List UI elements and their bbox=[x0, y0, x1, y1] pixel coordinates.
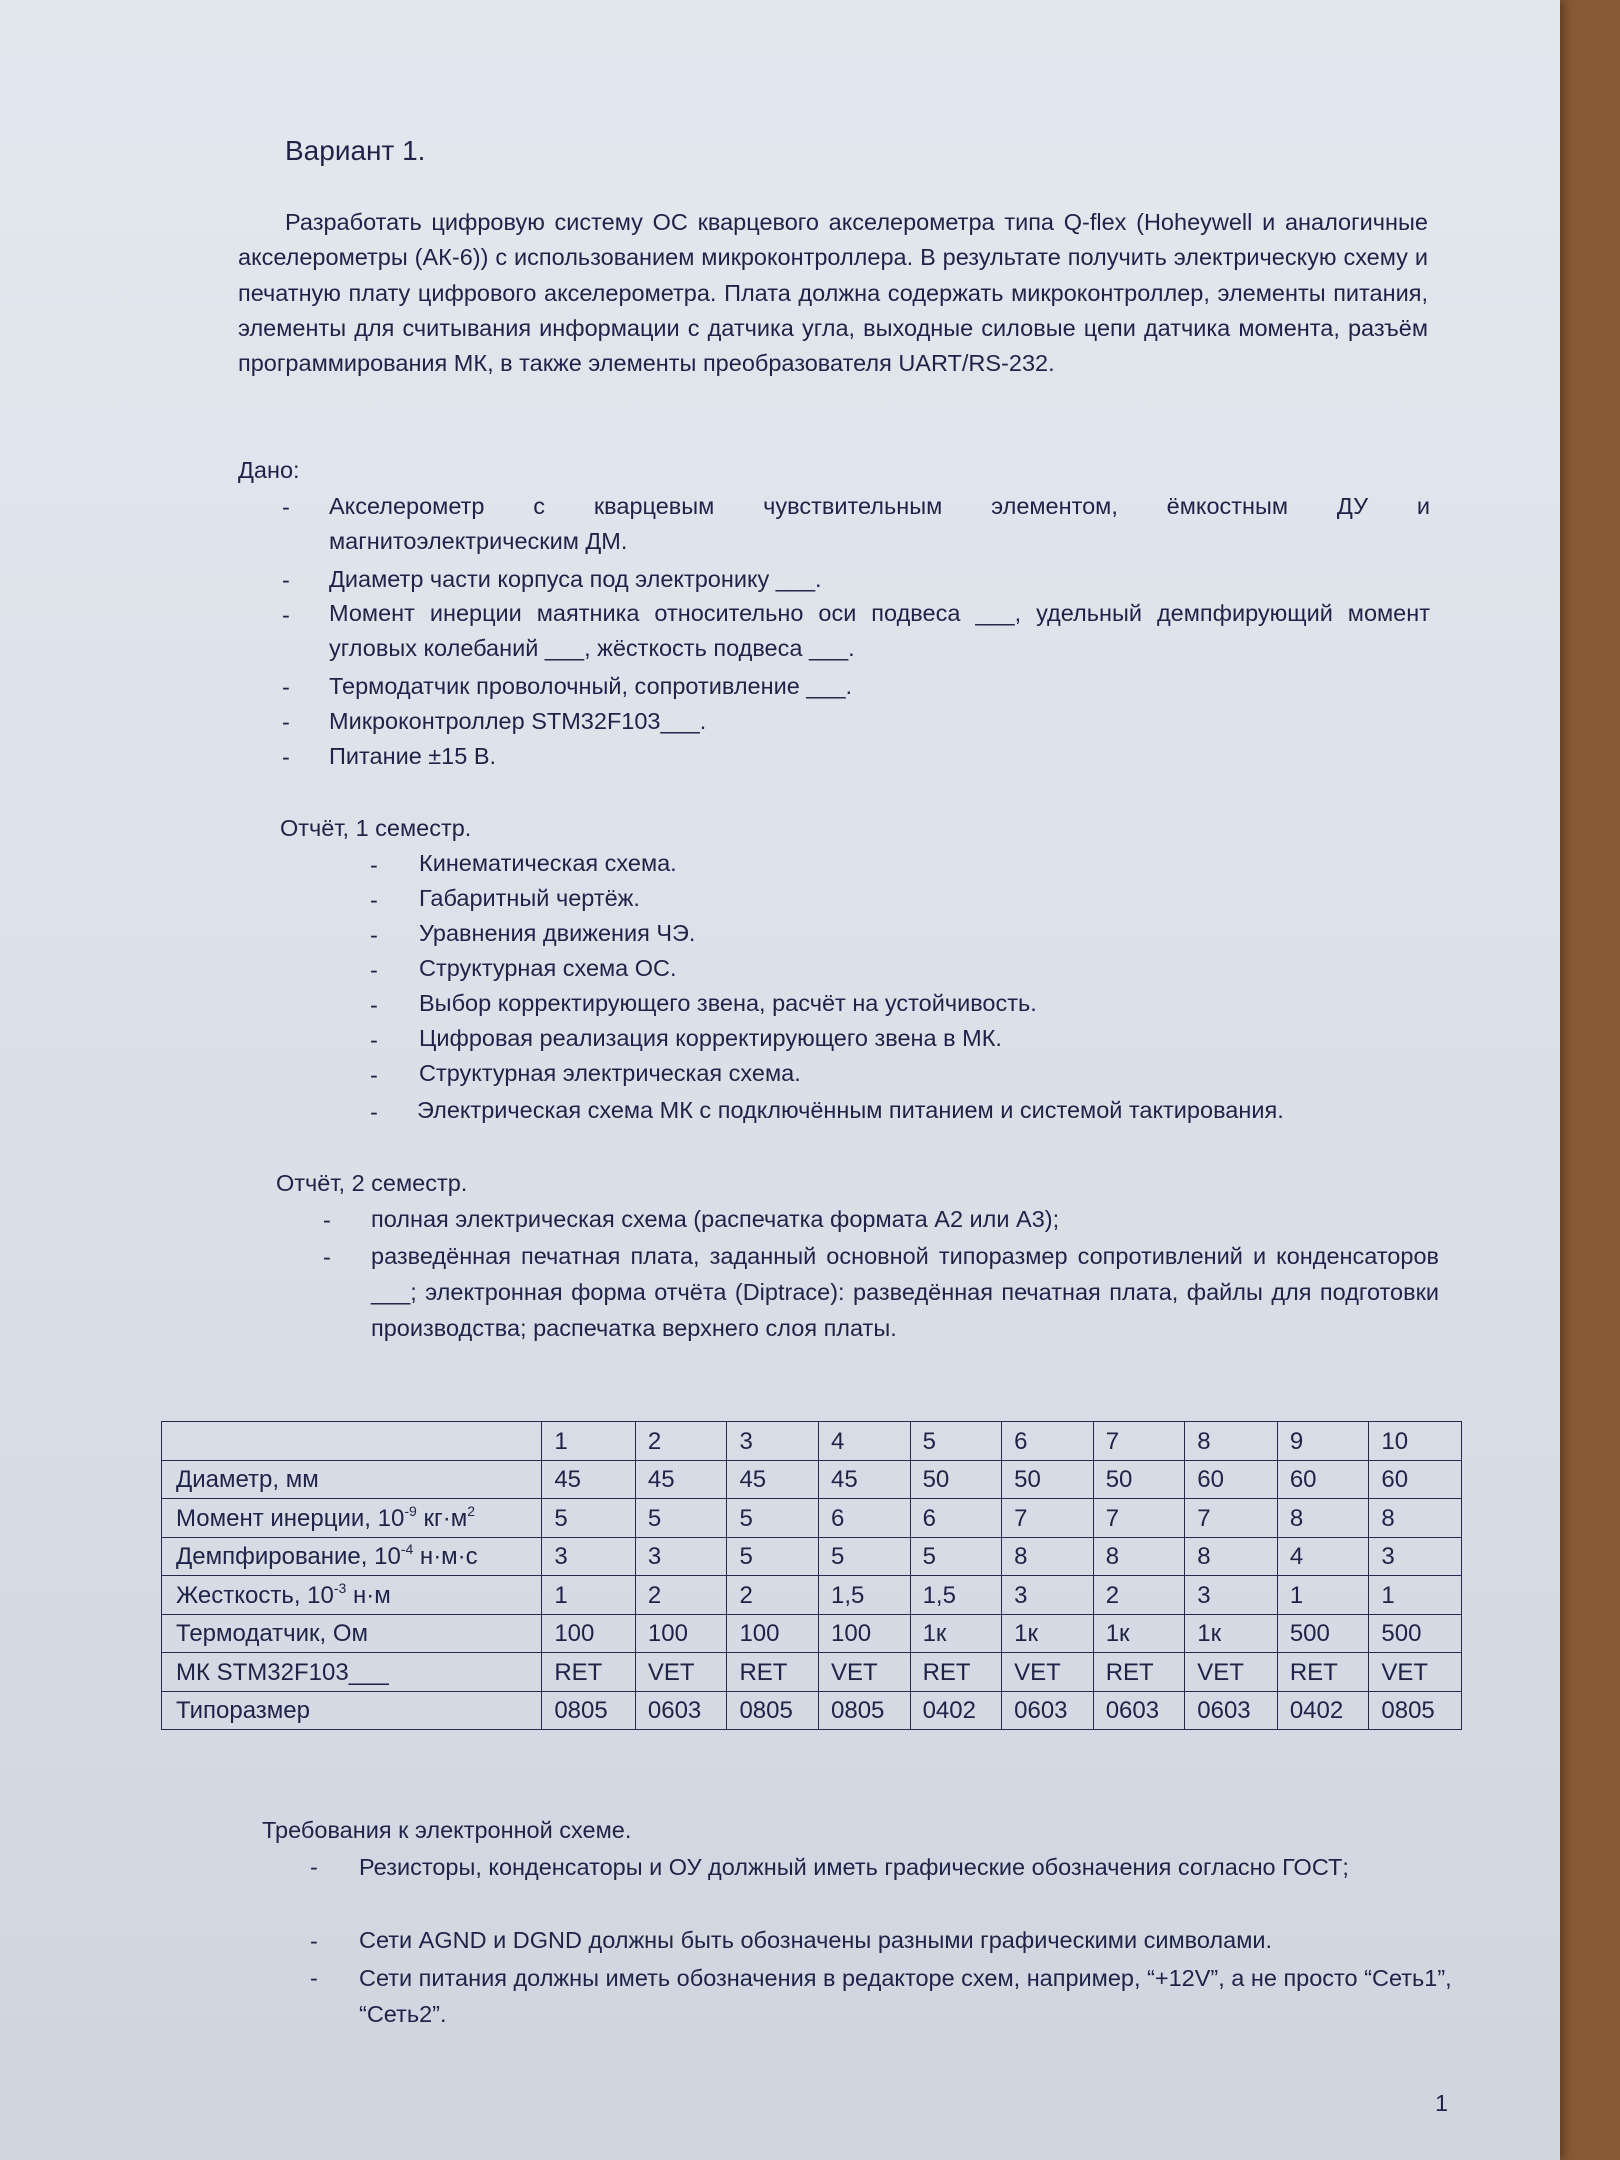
report1-item-6: Цифровая реализация корректирующего звена в МК. bbox=[419, 1025, 1002, 1051]
row-label-exponent: -4 bbox=[400, 1541, 414, 1557]
table-cell: 0805 bbox=[1369, 1691, 1462, 1730]
table-cell: RET bbox=[727, 1653, 819, 1692]
column-header: 4 bbox=[819, 1422, 911, 1461]
bullet-dash: - bbox=[282, 494, 290, 520]
bullet-dash: - bbox=[310, 1928, 318, 1954]
report1-item-4: Структурная схема ОС. bbox=[419, 955, 677, 981]
table-cell: 60 bbox=[1277, 1460, 1369, 1499]
given-item-3: Момент инерции маятника относительно оси подвеса ___, удельный демпфирующий момент угловых колебаний ___, жёсткость подвеса ___. bbox=[329, 600, 1430, 661]
table-cell: 4 bbox=[1277, 1537, 1369, 1576]
page-number: 1 bbox=[1435, 2090, 1449, 2116]
row-label-unit: н·м bbox=[346, 1581, 391, 1609]
row-label-text: Момент инерции, 10 bbox=[176, 1504, 405, 1532]
row-label-exponent: 2 bbox=[467, 1502, 475, 1519]
given-item-4: Термодатчик проволочный, сопротивление ___. bbox=[329, 673, 853, 699]
table-cell: 5 bbox=[727, 1537, 819, 1576]
bullet-dash: - bbox=[282, 602, 290, 628]
table-header-row bbox=[162, 1422, 1462, 1461]
table-cell: 8 bbox=[1093, 1537, 1185, 1576]
table-cell: 0805 bbox=[819, 1691, 911, 1730]
table-cell: 100 bbox=[542, 1614, 636, 1653]
intro-paragraph: Разработать цифровую систему ОС кварцевого акселерометра типа Q-flex (Hoheywell и аналогичные акселерометры (АК-6)) с использованием микроконтроллера. В результате получить электрическую схему и печатную плату цифрового акселерометра. Плата должна содержать микроконтроллер, элементы питания, элементы для считывания информации с датчика угла, выходные силовые цепи датчика момента, разъём программирования МК, в также элементы преобразователя UART/RS-232. bbox=[238, 209, 1428, 377]
table-cell: 6 bbox=[819, 1499, 911, 1538]
requirements-heading: Требования к электронной схеме. bbox=[262, 1817, 632, 1843]
bullet-dash: - bbox=[370, 1027, 378, 1053]
table-cell: RET bbox=[1093, 1653, 1185, 1692]
row-label-text: Жесткость, 10 bbox=[176, 1581, 334, 1609]
report1-item-8: Электрическая схема МК с подключённым питанием и системой тактирования. bbox=[417, 1097, 1284, 1123]
row-label bbox=[162, 1537, 542, 1576]
table-cell: 5 bbox=[635, 1499, 727, 1538]
report2-heading: Отчёт, 2 семестр. bbox=[276, 1170, 468, 1196]
table-cell: 1 bbox=[1277, 1576, 1369, 1615]
column-header: 1 bbox=[542, 1422, 636, 1461]
table-cell: 3 bbox=[1185, 1576, 1278, 1615]
table-cell: 500 bbox=[1369, 1614, 1462, 1653]
table-cell: 100 bbox=[819, 1614, 911, 1653]
table-cell: 45 bbox=[819, 1460, 911, 1499]
row-label: Термодатчик, Ом bbox=[162, 1614, 542, 1653]
table-cell: RET bbox=[1277, 1653, 1369, 1692]
table-row bbox=[162, 1576, 1462, 1615]
table-cell: 500 bbox=[1277, 1614, 1369, 1653]
document-title: Вариант 1. bbox=[285, 135, 426, 166]
table-cell: 1 bbox=[1369, 1576, 1462, 1615]
table-cell: 45 bbox=[727, 1460, 819, 1499]
table-cell: 7 bbox=[1185, 1499, 1278, 1538]
row-label-exponent: -3 bbox=[333, 1579, 347, 1596]
table-cell: 5 bbox=[910, 1537, 1002, 1576]
given-item-2: Диаметр части корпуса под электронику ___. bbox=[329, 566, 822, 592]
bullet-dash: - bbox=[282, 709, 290, 735]
column-header: 3 bbox=[727, 1422, 819, 1461]
given-item-6: Питание ±15 В. bbox=[329, 743, 497, 769]
table-cell: 8 bbox=[1185, 1537, 1278, 1576]
table-cell: 1к bbox=[1002, 1614, 1094, 1653]
row-label-unit: кг·м bbox=[416, 1504, 468, 1532]
table-cell: 2 bbox=[727, 1576, 819, 1615]
table-cell: 7 bbox=[1093, 1499, 1185, 1538]
table-cell: 2 bbox=[635, 1576, 727, 1615]
table-corner-cell bbox=[162, 1422, 542, 1461]
bullet-dash: - bbox=[370, 992, 378, 1018]
report1-item-1: Кинематическая схема. bbox=[419, 850, 677, 876]
table-cell: RET bbox=[542, 1653, 636, 1692]
table-cell: 0805 bbox=[542, 1691, 636, 1730]
bullet-dash: - bbox=[370, 852, 378, 878]
bullet-dash: - bbox=[370, 887, 378, 913]
report2-item-1: полная электрическая схема (распечатка формата А2 или А3); bbox=[371, 1206, 1060, 1232]
table-cell: 45 bbox=[635, 1460, 727, 1499]
table-cell: RET bbox=[910, 1653, 1002, 1692]
report1-item-3: Уравнения движения ЧЭ. bbox=[419, 920, 696, 946]
column-header: 7 bbox=[1093, 1422, 1185, 1461]
table-cell: VET bbox=[819, 1653, 911, 1692]
row-label bbox=[162, 1576, 542, 1615]
table-cell: 0603 bbox=[1185, 1691, 1278, 1730]
row-label bbox=[162, 1499, 542, 1538]
table-cell: 50 bbox=[1002, 1460, 1094, 1499]
bullet-dash: - bbox=[323, 1244, 331, 1270]
table-row bbox=[162, 1614, 1462, 1653]
table-row bbox=[162, 1537, 1462, 1576]
row-label-exponent: -9 bbox=[404, 1502, 417, 1519]
table-row bbox=[162, 1653, 1462, 1692]
table-cell: 5 bbox=[819, 1537, 911, 1576]
row-label-unit: н·м·с bbox=[413, 1543, 478, 1570]
report1-heading: Отчёт, 1 семестр. bbox=[280, 815, 472, 841]
table-cell: 1,5 bbox=[819, 1576, 911, 1615]
bullet-dash: - bbox=[310, 1854, 318, 1880]
table-cell: 50 bbox=[910, 1460, 1002, 1499]
table-cell: 1к bbox=[910, 1614, 1002, 1653]
given-item-1: Акселерометр с кварцевым чувствительным элементом, ёмкостным ДУ и bbox=[329, 493, 1430, 519]
table-cell: 2 bbox=[1093, 1576, 1185, 1615]
table-cell: 1,5 bbox=[910, 1576, 1002, 1615]
table-cell: 6 bbox=[910, 1499, 1002, 1538]
bullet-dash: - bbox=[282, 744, 290, 770]
table-cell: VET bbox=[1002, 1653, 1094, 1692]
bullet-dash: - bbox=[370, 1062, 378, 1088]
bullet-dash: - bbox=[370, 1099, 378, 1125]
report2-item-2: разведённая печатная плата, заданный основной типоразмер сопротивлений и конденсаторов ___; электронная форма отчёта (Diptrace): разведённая печатная плата, файлы для подготовки производства; распечатка верхнего слоя платы. bbox=[371, 1243, 1439, 1341]
table-cell: 100 bbox=[727, 1614, 819, 1653]
given-item-1-line2: магнитоэлектрическим ДМ. bbox=[329, 528, 628, 554]
bullet-dash: - bbox=[282, 567, 290, 593]
row-label: Типоразмер bbox=[162, 1691, 542, 1730]
requirements-item-2: Сети AGND и DGND должны быть обозначены разными графическими символами. bbox=[359, 1927, 1273, 1953]
column-header: 5 bbox=[910, 1422, 1002, 1461]
table-cell: 3 bbox=[542, 1537, 636, 1576]
table-row bbox=[162, 1460, 1462, 1499]
table-cell: VET bbox=[635, 1653, 727, 1692]
table-cell: 3 bbox=[1369, 1537, 1462, 1576]
table-cell: VET bbox=[1369, 1653, 1462, 1692]
table-cell: 0603 bbox=[635, 1691, 727, 1730]
column-header: 10 bbox=[1369, 1422, 1462, 1461]
row-label: МК STM32F103___ bbox=[162, 1653, 542, 1692]
row-label-text: Демпфирование, 10 bbox=[176, 1543, 401, 1570]
table-cell: 1 bbox=[542, 1576, 636, 1615]
given-heading: Дано: bbox=[238, 457, 300, 483]
table-cell: VET bbox=[1185, 1653, 1278, 1692]
table-cell: 0805 bbox=[727, 1691, 819, 1730]
column-header: 9 bbox=[1277, 1422, 1369, 1461]
row-label: Диаметр, мм bbox=[162, 1460, 542, 1499]
given-item-1-line1 bbox=[329, 489, 1430, 523]
report1-item-2: Габаритный чертёж. bbox=[419, 885, 640, 911]
table-cell: 1к bbox=[1185, 1614, 1278, 1653]
report1-item-5: Выбор корректирующего звена, расчёт на устойчивость. bbox=[419, 990, 1037, 1016]
table-cell: 1к bbox=[1093, 1614, 1185, 1653]
table-cell: 5 bbox=[542, 1499, 636, 1538]
table-cell: 50 bbox=[1093, 1460, 1185, 1499]
table-cell: 5 bbox=[727, 1499, 819, 1538]
table-cell: 100 bbox=[635, 1614, 727, 1653]
bullet-dash: - bbox=[370, 922, 378, 948]
table-cell: 8 bbox=[1002, 1537, 1094, 1576]
table-row bbox=[162, 1691, 1462, 1730]
table-cell: 60 bbox=[1369, 1460, 1462, 1499]
table-cell: 0603 bbox=[1093, 1691, 1185, 1730]
column-header: 6 bbox=[1002, 1422, 1094, 1461]
variants-table bbox=[161, 1421, 1462, 1730]
table-cell: 8 bbox=[1277, 1499, 1369, 1538]
requirements-item-1: Резисторы, конденсаторы и ОУ должный иметь графические обозначения согласно ГОСТ; bbox=[359, 1854, 1349, 1880]
table-cell: 3 bbox=[1002, 1576, 1094, 1615]
table-cell: 0603 bbox=[1002, 1691, 1094, 1730]
table-cell: 3 bbox=[635, 1537, 727, 1576]
table-cell: 0402 bbox=[910, 1691, 1002, 1730]
table-cell: 8 bbox=[1369, 1499, 1462, 1538]
column-header: 8 bbox=[1185, 1422, 1278, 1461]
bullet-dash: - bbox=[282, 674, 290, 700]
column-header: 2 bbox=[635, 1422, 727, 1461]
table-cell: 60 bbox=[1185, 1460, 1278, 1499]
bullet-dash: - bbox=[323, 1207, 331, 1233]
table-cell: 0402 bbox=[1277, 1691, 1369, 1730]
requirements-item-3: Сети питания должны иметь обозначения в редакторе схем, например, “+12V”, а не просто “Сеть1”, “Сеть2”. bbox=[359, 1965, 1452, 2027]
bullet-dash: - bbox=[310, 1965, 318, 1991]
table-cell: 7 bbox=[1002, 1499, 1094, 1538]
report1-item-7: Структурная электрическая схема. bbox=[419, 1060, 801, 1086]
table-row bbox=[162, 1499, 1462, 1538]
given-item-5: Микроконтроллер STM32F103___. bbox=[329, 708, 707, 734]
table-cell: 45 bbox=[542, 1460, 636, 1499]
bullet-dash: - bbox=[370, 957, 378, 983]
